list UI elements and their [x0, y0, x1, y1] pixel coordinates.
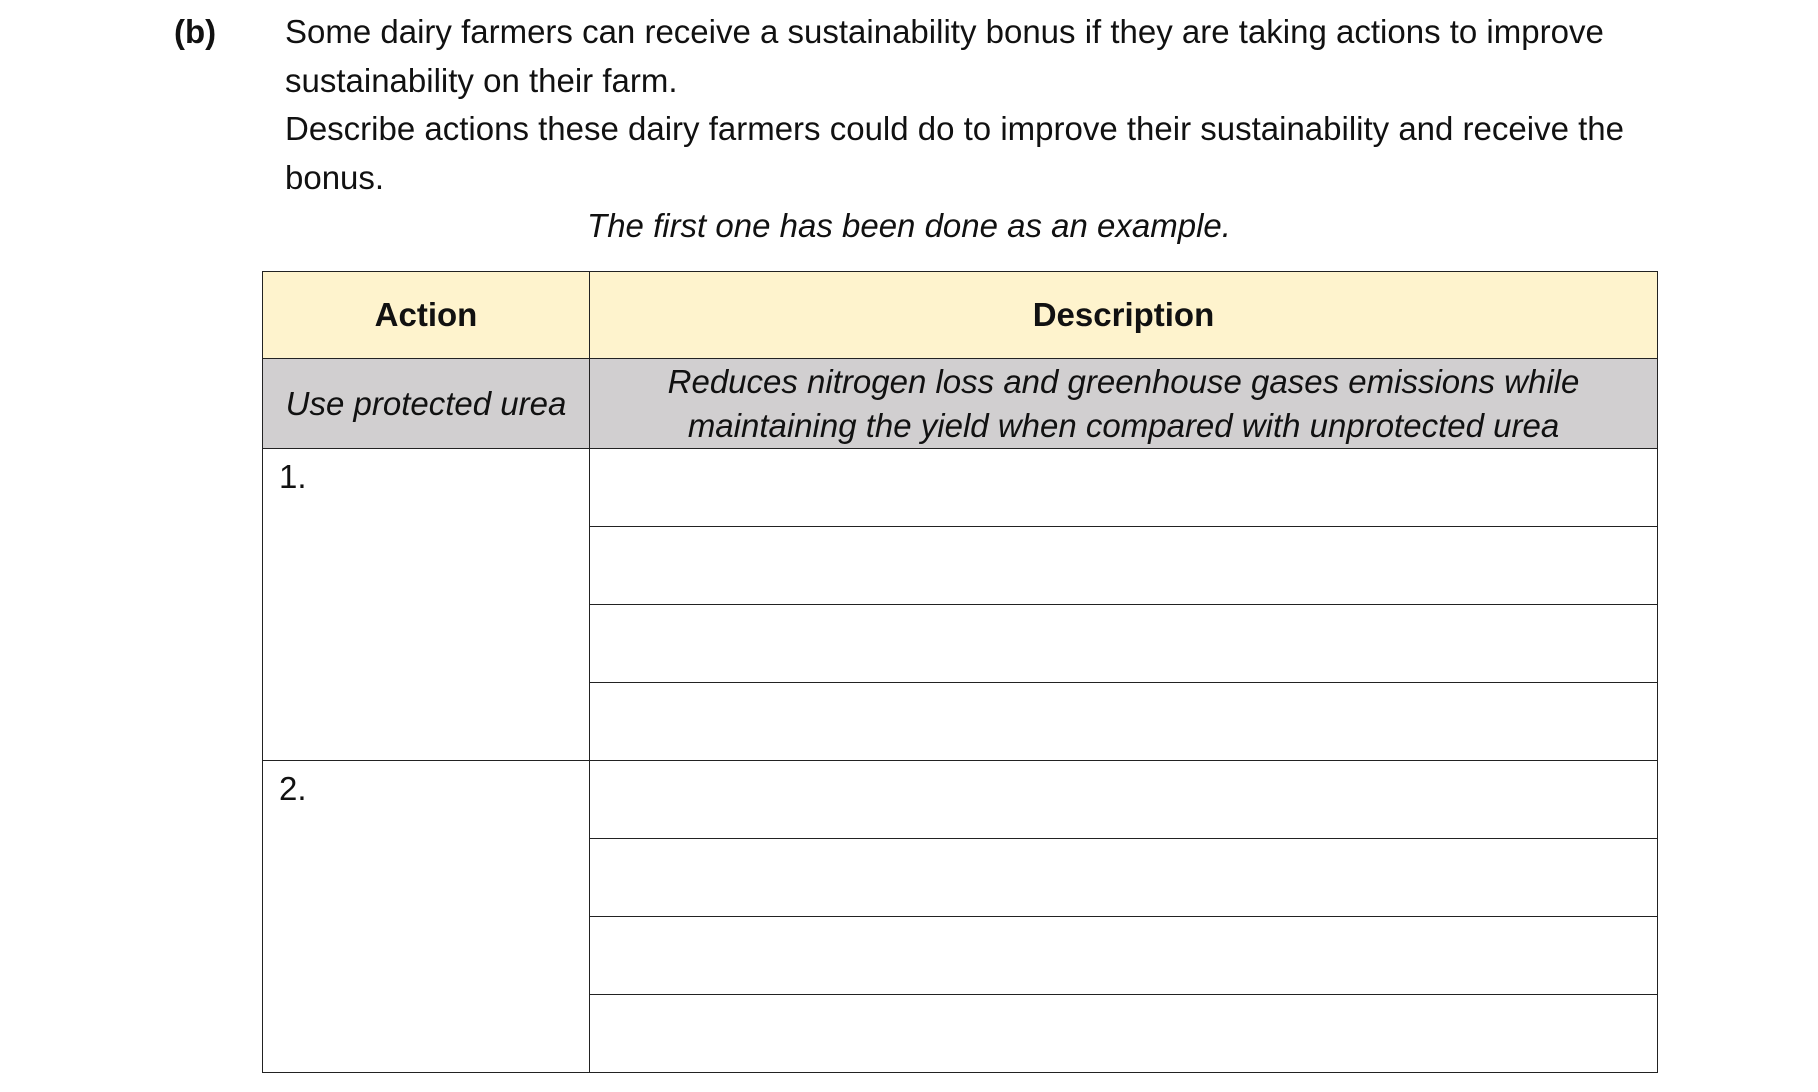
answer-2-action-cell[interactable]: [263, 761, 590, 1073]
example-description-line-2: maintaining the yield when compared with unprotected urea: [687, 406, 1560, 444]
answer-2-description-line-4[interactable]: [590, 995, 1658, 1073]
answer-1-description-line-3[interactable]: [590, 605, 1658, 683]
example-description-cell: [590, 359, 1658, 449]
example-description-line-1: Reduces nitrogen loss and greenhouse gases emissions while: [667, 362, 1580, 400]
answer-2-description-line-1[interactable]: [590, 761, 1658, 839]
question-label: (b): [174, 13, 217, 50]
question-text: [285, 8, 1705, 202]
answer-1-description-line-4[interactable]: [590, 683, 1658, 761]
answer-1-number: 1.: [279, 458, 307, 495]
question-paragraph-1: Some dairy farmers can receive a sustainability bonus if they are taking actions to improve sustainability on their farm.: [285, 13, 1604, 99]
example-action-cell: Use protected urea: [263, 359, 590, 449]
action-column-header: Action: [263, 272, 590, 359]
answer-1-description-line-1[interactable]: [590, 449, 1658, 527]
answer-1-description-line-2[interactable]: [590, 527, 1658, 605]
example-note: [0, 202, 1818, 250]
answer-2-description-line-2[interactable]: [590, 839, 1658, 917]
answer-1-row: [263, 449, 1658, 527]
example-note-text: The first one has been done as an example.: [587, 207, 1231, 244]
description-column-header: Description: [590, 272, 1658, 359]
example-row: [263, 359, 1658, 449]
table-header-row: [263, 272, 1658, 359]
question-paragraph-2: Describe actions these dairy farmers could do to improve their sustainability and receive the bonus.: [285, 110, 1624, 196]
answer-2-row: [263, 761, 1658, 839]
answer-table: [262, 271, 1658, 1073]
answer-2-description-line-3[interactable]: [590, 917, 1658, 995]
answer-1-action-cell[interactable]: [263, 449, 590, 761]
answer-2-number: 2.: [279, 770, 307, 807]
